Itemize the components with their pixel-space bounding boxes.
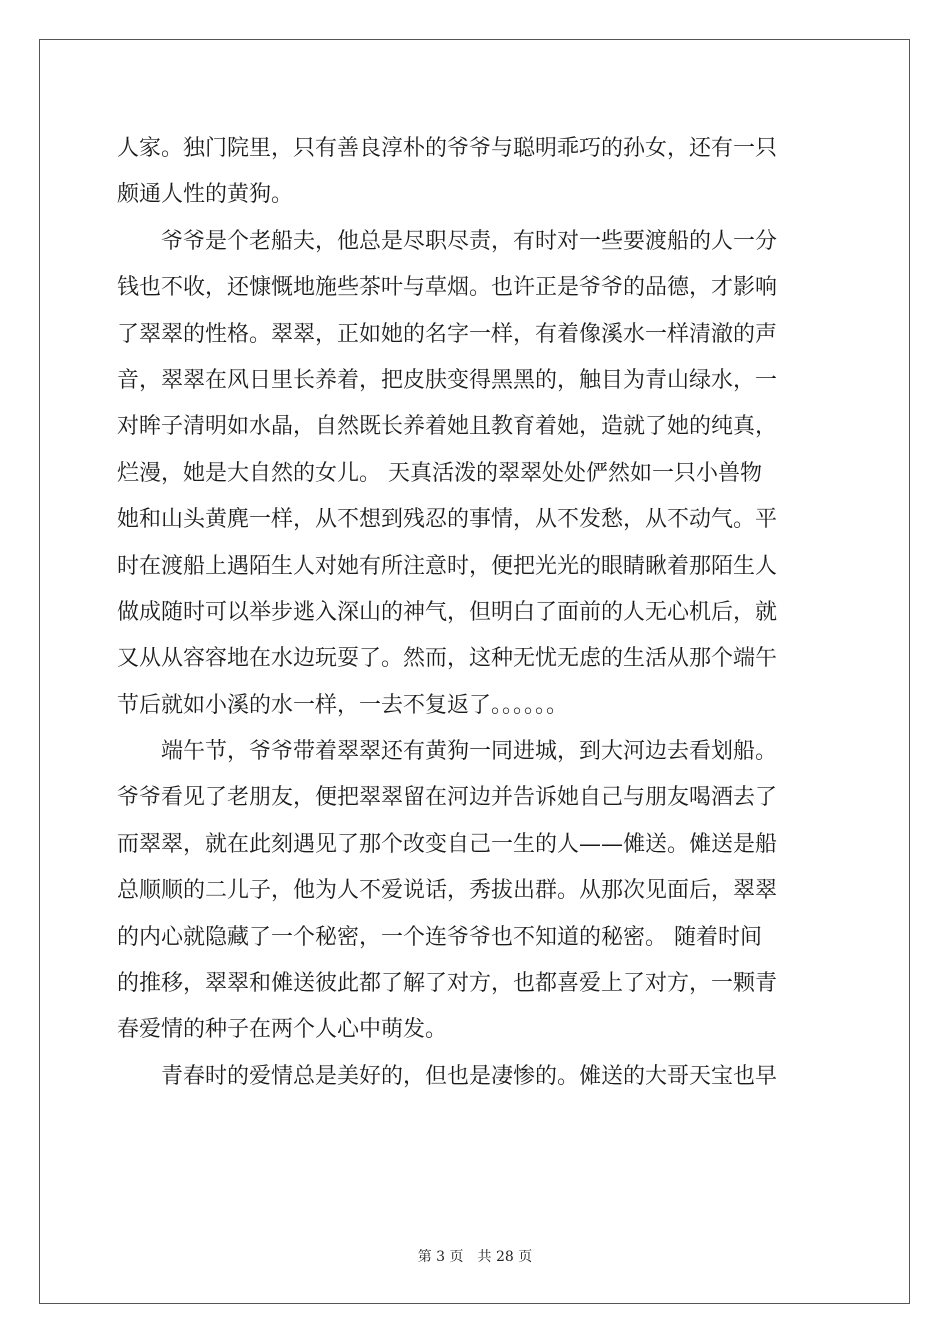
text-line: 她和山头黄麂一样，从不想到残忍的事情，从不发愁，从不动气。平 [117, 507, 778, 533]
text-line: 音，翠翠在风日里长养着，把皮肤变得黑黑的，触目为青山绿水，一 [117, 367, 778, 393]
page-footer [0, 1248, 950, 1266]
text-line: 总顺顺的二儿子，他为人不爱说话，秀拔出群。从那次见面后，翠翠 [117, 878, 778, 904]
text-line: 时在渡船上遇陌生人对她有所注意时，便把光光的眼睛瞅着那陌生人 [117, 553, 778, 579]
text-line: 对眸子清明如水晶，自然既长养着她且教育着她，造就了她的纯真， [117, 414, 778, 440]
paragraph-start-line: 爷爷是个老船夫，他总是尽职尽责，有时对一些要渡船的人一分 [161, 228, 778, 254]
text-line: 的内心就隐藏了一个秘密，一个连爷爷也不知道的秘密。 随着时间 [117, 924, 762, 950]
text-line: 春爱情的种子在两个人心中萌发。 [117, 1017, 448, 1043]
text-line: 颇通人性的黄狗。 [117, 182, 294, 208]
text-line: 做成随时可以举步逃入深山的神气，但明白了面前的人无心机后，就 [117, 599, 778, 625]
text-line: 人家。独门院里，只有善良淳朴的爷爷与聪明乖巧的孙女，还有一只 [117, 136, 778, 161]
document-body [117, 126, 833, 1100]
page-number: 第 3 页 [417, 1249, 464, 1265]
text-line: 了翠翠的性格。翠翠，正如她的名字一样，有着像溪水一样清澈的声 [117, 321, 778, 347]
text-line: 而翠翠，就在此刻遇见了那个改变自己一生的人——傩送。傩送是船 [117, 831, 778, 857]
text-line: 节后就如小溪的水一样，一去不复返了。。。。。。 [117, 692, 569, 718]
text-line: 烂漫，她是大自然的女儿。 天真活泼的翠翠处处俨然如一只小兽物 [117, 460, 762, 486]
text-line: 爷爷看见了老朋友，便把翠翠留在河边并告诉她自己与朋友喝酒去了 [117, 785, 778, 811]
text-line: 钱也不收，还慷慨地施些茶叶与草烟。也许正是爷爷的品德，才影响 [117, 275, 778, 301]
text-line: 又从从容容地在水边玩耍了。然而，这种无忧无虑的生活从那个端午 [117, 646, 778, 672]
text-line: 的推移，翠翠和傩送彼此都了解了对方，也都喜爱上了对方，一颗青 [117, 971, 778, 997]
paragraph-start-line: 端午节，爷爷带着翠翠还有黄狗一同进城，到大河边去看划船。 [161, 739, 778, 765]
paragraph-start-line: 青春时的爱情总是美好的，但也是凄惨的。傩送的大哥天宝也早 [161, 1063, 778, 1089]
page-total: 共 28 页 [477, 1249, 533, 1265]
